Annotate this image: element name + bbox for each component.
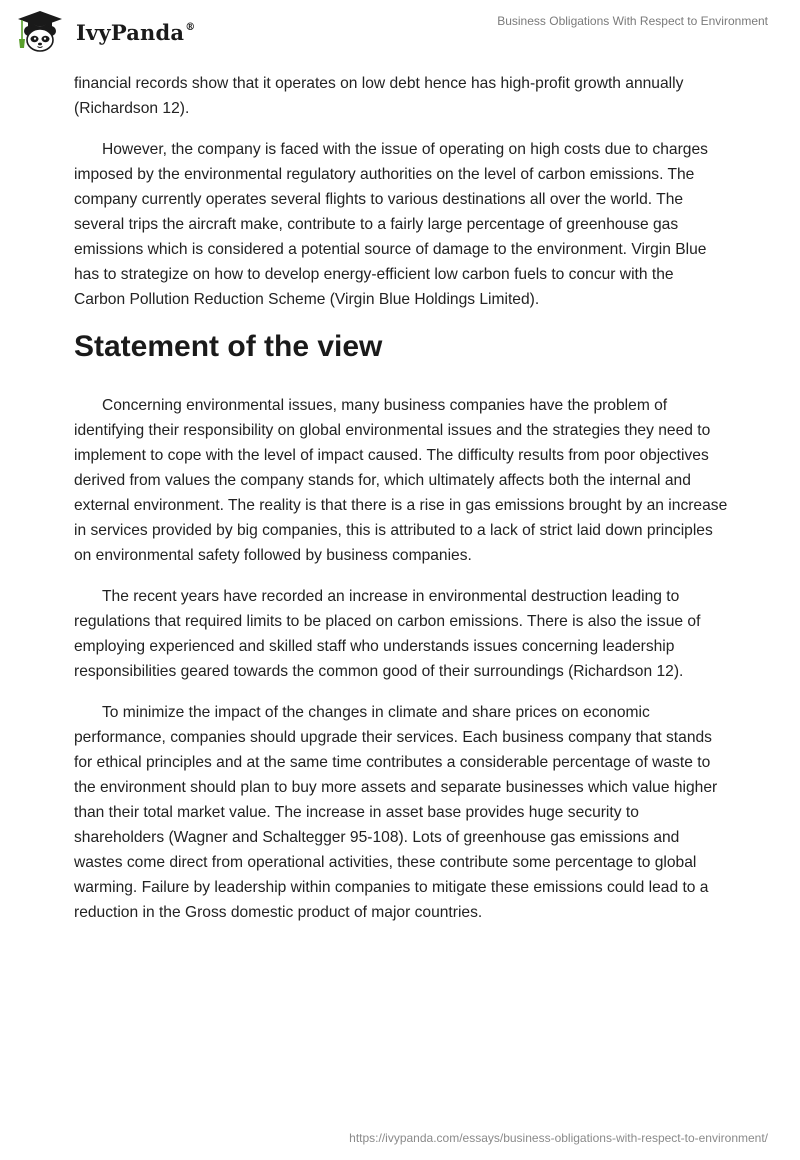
source-url[interactable]: https://ivypanda.com/essays/business-obligations-with-respect-to-environment/ xyxy=(349,1131,768,1145)
logo[interactable] xyxy=(14,8,195,54)
running-title: Business Obligations With Respect to Environment xyxy=(497,14,768,28)
brand-name: IvyPanda® xyxy=(76,19,196,45)
page-header xyxy=(0,0,800,60)
essay-body xyxy=(74,71,728,941)
paragraph-intro-continued: financial records show that it operates on low debt hence has high-profit growth annually (Richardson 12). xyxy=(74,75,684,117)
registered-mark: ® xyxy=(185,21,196,33)
section-heading: Statement of the view xyxy=(74,330,383,363)
paragraph-operating-costs: However, the company is faced with the issue of operating on high costs due to charges imposed by the environmental regulatory authorities on the level of carbon emissions. The company currently operates several flights to various destinations all over the world. The several trips the aircraft make, contribute to a fairly large percentage of greenhouse gas emissions which is considered a potential source of damage to the environment. Virgin Blue has to strategize on how to develop energy-efficient low carbon fuels to concur with the Carbon Pollution Reduction Scheme (Virgin Blue Holdings Limited). xyxy=(74,141,708,308)
paragraph-minimize-impact: To minimize the impact of the changes in climate and share prices on economic performance, companies should upgrade their services. Each business company that stands for ethical principles and at the same time contributes a considerable percentage of waste to the environment should plan to buy more assets and separate businesses which value higher than their total market value. The increase in asset base provides huge security to shareholders (Wagner and Schaltegger 95-108). Lots of greenhouse gas emissions and wastes come direct from operational activities, these contribute some percentage to global warming. Failure by leadership within companies to mitigate these emissions could lead to a reduction in the Gross domestic product of major countries. xyxy=(74,704,718,921)
panda-graduation-cap-icon xyxy=(14,9,66,53)
paragraph-concerning-environment: Concerning environmental issues, many business companies have the problem of identifying their responsibility on global environmental issues and the strategies they need to implement to cope with the level of impact caused. The difficulty results from poor objectives derived from values the company stands for, which ultimately affects both the internal and external environment. The reality is that there is a rise in gas emissions brought by an increase in services provided by big companies, this is attributed to a lack of strict laid down principles on environmental safety followed by business companies. xyxy=(74,397,728,564)
paragraph-recent-years: The recent years have recorded an increase in environmental destruction leading to regulations that required limits to be placed on carbon emissions. There is also the issue of employing experienced and skilled staff who understands issues concerning leadership responsibilities geared towards the common good of their surroundings (Richardson 12). xyxy=(74,588,701,680)
